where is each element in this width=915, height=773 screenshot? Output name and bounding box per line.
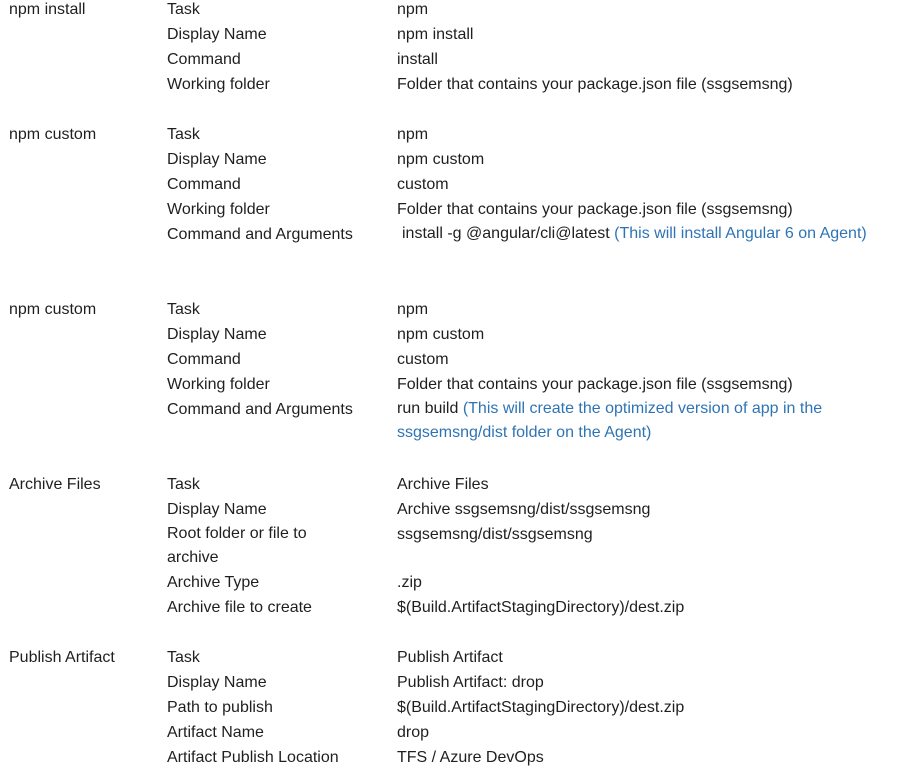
field-value: install -g @angular/cli@latest [402,225,610,242]
section-npm-install-row-command [0,50,915,75]
field-value: Publish Artifact [397,649,503,666]
field-value-with-note [397,397,877,445]
field-label: Archive Type [167,574,260,591]
section-npm-custom-2-row-display-name [0,325,915,350]
field-value: custom [397,176,449,193]
section-npm-install-row-display-name [0,25,915,50]
section-publish-artifact-row-task [0,648,915,673]
section-archive-files-row-root-folder [0,525,915,575]
section-archive-files-row-task [0,475,915,500]
field-value: Archive Files [397,476,489,493]
field-value: Folder that contains your package.json file (ssgsemsng) [397,76,793,93]
field-value: run build [397,400,459,417]
field-value: Folder that contains your package.json file (ssgsemsng) [397,376,793,393]
field-label: Command [167,351,241,368]
field-label: Command [167,51,241,68]
field-value: Publish Artifact: drop [397,674,544,691]
field-label: Task [167,476,200,493]
field-note: (This will create the optimized version of app in the ssgsemsng/dist folder on the Agent) [397,400,823,441]
section-npm-custom-2-row-command [0,350,915,375]
step-name: npm install [9,1,86,18]
step-name: Archive Files [9,476,101,493]
field-label: Path to publish [167,699,273,716]
field-value: npm custom [397,151,485,168]
field-note: (This will install Angular 6 on Agent) [614,225,867,242]
field-label: Working folder [167,376,270,393]
field-value: npm install [397,26,474,43]
section-publish-artifact-row-artifact-name [0,723,915,748]
field-value: npm custom [397,326,485,343]
field-value: custom [397,351,449,368]
field-label: Command and Arguments [167,401,353,418]
field-value-with-note [397,222,877,246]
section-npm-custom-1-row-task [0,125,915,150]
section-archive-files-row-archive-type [0,573,915,598]
section-npm-custom-1-row-command [0,175,915,200]
field-label: Artifact Publish Location [167,749,339,766]
field-value: npm [397,126,429,143]
field-label: Artifact Name [167,724,264,741]
section-npm-custom-1-row-command-and-arguments [0,225,915,275]
field-value: $(Build.ArtifactStagingDirectory)/dest.zip [397,699,685,716]
field-label: Display Name [167,674,267,691]
section-publish-artifact-row-publish-location [0,748,915,773]
section-npm-custom-1-row-display-name [0,150,915,175]
field-label: Display Name [167,26,267,43]
field-value: $(Build.ArtifactStagingDirectory)/dest.zip [397,599,685,616]
field-value: TFS / Azure DevOps [397,749,544,766]
field-label: Display Name [167,326,267,343]
field-label: Task [167,301,200,318]
field-label: Command and Arguments [167,226,353,243]
step-name: Publish Artifact [9,649,115,666]
section-npm-install-row-task [0,0,915,25]
section-archive-files-row-archive-file [0,598,915,623]
section-npm-custom-2-row-task [0,300,915,325]
section-publish-artifact-row-path [0,698,915,723]
field-label: Working folder [167,201,270,218]
field-label: Display Name [167,151,267,168]
section-npm-custom-2-row-command-and-arguments [0,400,915,450]
field-value: Folder that contains your package.json file (ssgsemsng) [397,201,793,218]
field-label: Task [167,1,200,18]
field-label: Command [167,176,241,193]
section-publish-artifact-row-display-name [0,673,915,698]
field-value: drop [397,724,430,741]
field-label: Task [167,649,200,666]
section-archive-files-row-display-name [0,500,915,525]
section-npm-install-row-working-folder [0,75,915,100]
field-value: ssgsemsng/dist/ssgsemsng [397,526,593,543]
field-label: Working folder [167,76,270,93]
field-label: Display Name [167,501,267,518]
field-label: Archive file to create [167,599,312,616]
field-value: Archive ssgsemsng/dist/ssgsemsng [397,501,651,518]
field-value: install [397,51,438,68]
step-name: npm custom [9,301,97,318]
field-value: .zip [397,574,422,591]
field-value: npm [397,301,429,318]
step-name: npm custom [9,126,97,143]
field-label: Task [167,126,200,143]
field-value: npm [397,1,429,18]
field-label: Root folder or file to archive [167,525,307,566]
